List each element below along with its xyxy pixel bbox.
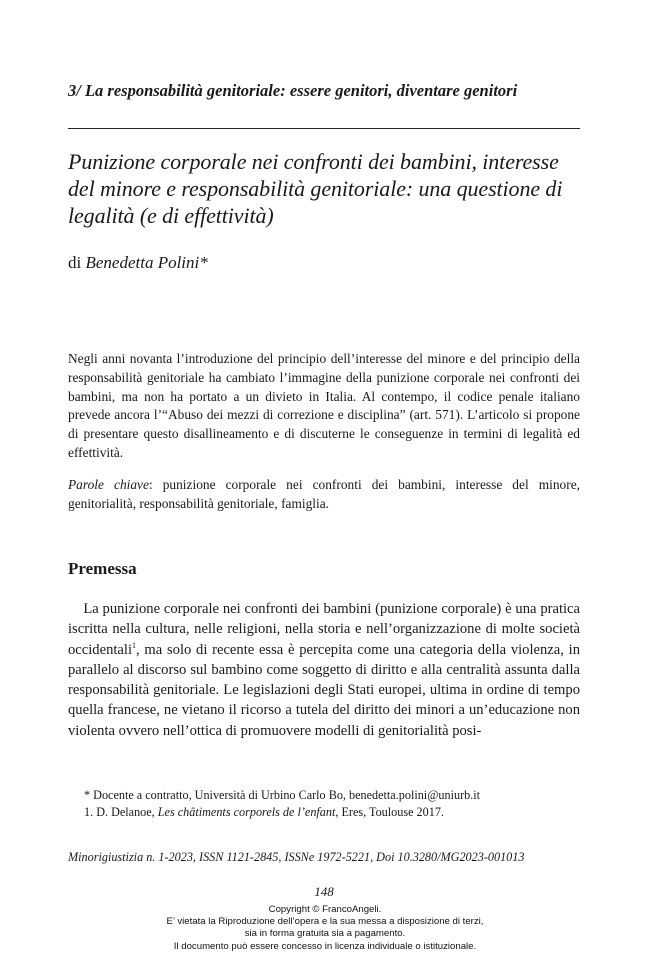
copyright-line: sia in forma gratuita sia a pagamento.	[244, 928, 406, 940]
footnotes	[68, 787, 580, 820]
footnote-1-pre: 1. D. Delanoe,	[84, 804, 158, 819]
footnote-1	[68, 804, 580, 821]
keywords	[68, 476, 580, 514]
body-text-part1: La punizione corporale nei confronti dei bambini (punizione corporale) è una pratica iscritta nella cultura, nelle religioni, nella storia e nell’organizzazione di molte società occidentali	[68, 601, 581, 658]
body-text-part2: , ma solo di recente essa è percepita come una categoria della violenza, in parallelo al discorso sul bambino come soggetto di diritto e alla centralità assunta dalla responsabilità genitoriale. Le legislazioni degli Stati europei, ultima in ordine di tempo quella francese, ne vietano il ricorso a tutela del diritto dei minori a un’educazione non violenta ovvero nell’ottica di promuovere modelli di genitorialità posi-	[68, 641, 580, 739]
copyright-line: E’ vietata la Riproduzione dell’opera e la sua messa a disposizione di terzi,	[166, 916, 484, 928]
copyright-notice	[0, 904, 650, 953]
copyright-line: Copyright © FrancoAngeli.	[268, 904, 382, 915]
abstract: Negli anni novanta l’introduzione del principio dell’interesse del minore e del principio della responsabilità genitoriale ha cambiato l’immagine della punizione corporale nei confronti dei bambini, ma non ha portato a un divieto in Italia. Al contempo, il codice penale italiano prevede ancora l’“Abuso dei mezzi di correzione e disciplina” (art. 571). L’articolo si propone di presentare questo disallineamento e di discuterne le conseguenze in termini di legalità ed effettività.	[68, 351, 580, 460]
keywords-label: Parole chiave	[68, 477, 149, 492]
body-paragraph	[68, 599, 580, 741]
keywords-text: : punizione corporale nei confronti dei bambini, interesse del minore, genitorialità, responsabilità genitoriale, famiglia.	[68, 477, 580, 511]
byline	[68, 253, 208, 273]
copyright-line: Il documento può essere concesso in licenza individuale o istituzionale.	[173, 940, 477, 952]
footnote-ref-1[interactable]: 1	[132, 640, 137, 650]
journal-citation: Minorigiustizia n. 1-2023, ISSN 1121-2845, ISSNe 1972-5221, Doi 10.3280/MG2023-001013	[68, 850, 525, 864]
page-number: 148	[314, 884, 334, 899]
author-name: Benedetta Polini*	[85, 253, 208, 272]
section-heading: Premessa	[68, 559, 137, 578]
section-divider	[68, 128, 580, 129]
byline-prefix: di	[68, 253, 86, 272]
footnote-1-title: Les châtiments corporels de l’enfant	[157, 804, 336, 819]
footnote-author: * Docente a contratto, Università di Urbino Carlo Bo, benedetta.polini@uniurb.it	[84, 788, 481, 802]
section-header: 3/ La responsabilità genitoriale: essere genitori, diventare genitori	[68, 81, 518, 100]
footnote-1-post: , Eres, Toulouse 2017.	[335, 804, 444, 819]
article-title: Punizione corporale nei confronti dei bambini, interesse del minore e responsabilità genitoriale: una questione di legalità (e di effettività)	[68, 149, 563, 228]
